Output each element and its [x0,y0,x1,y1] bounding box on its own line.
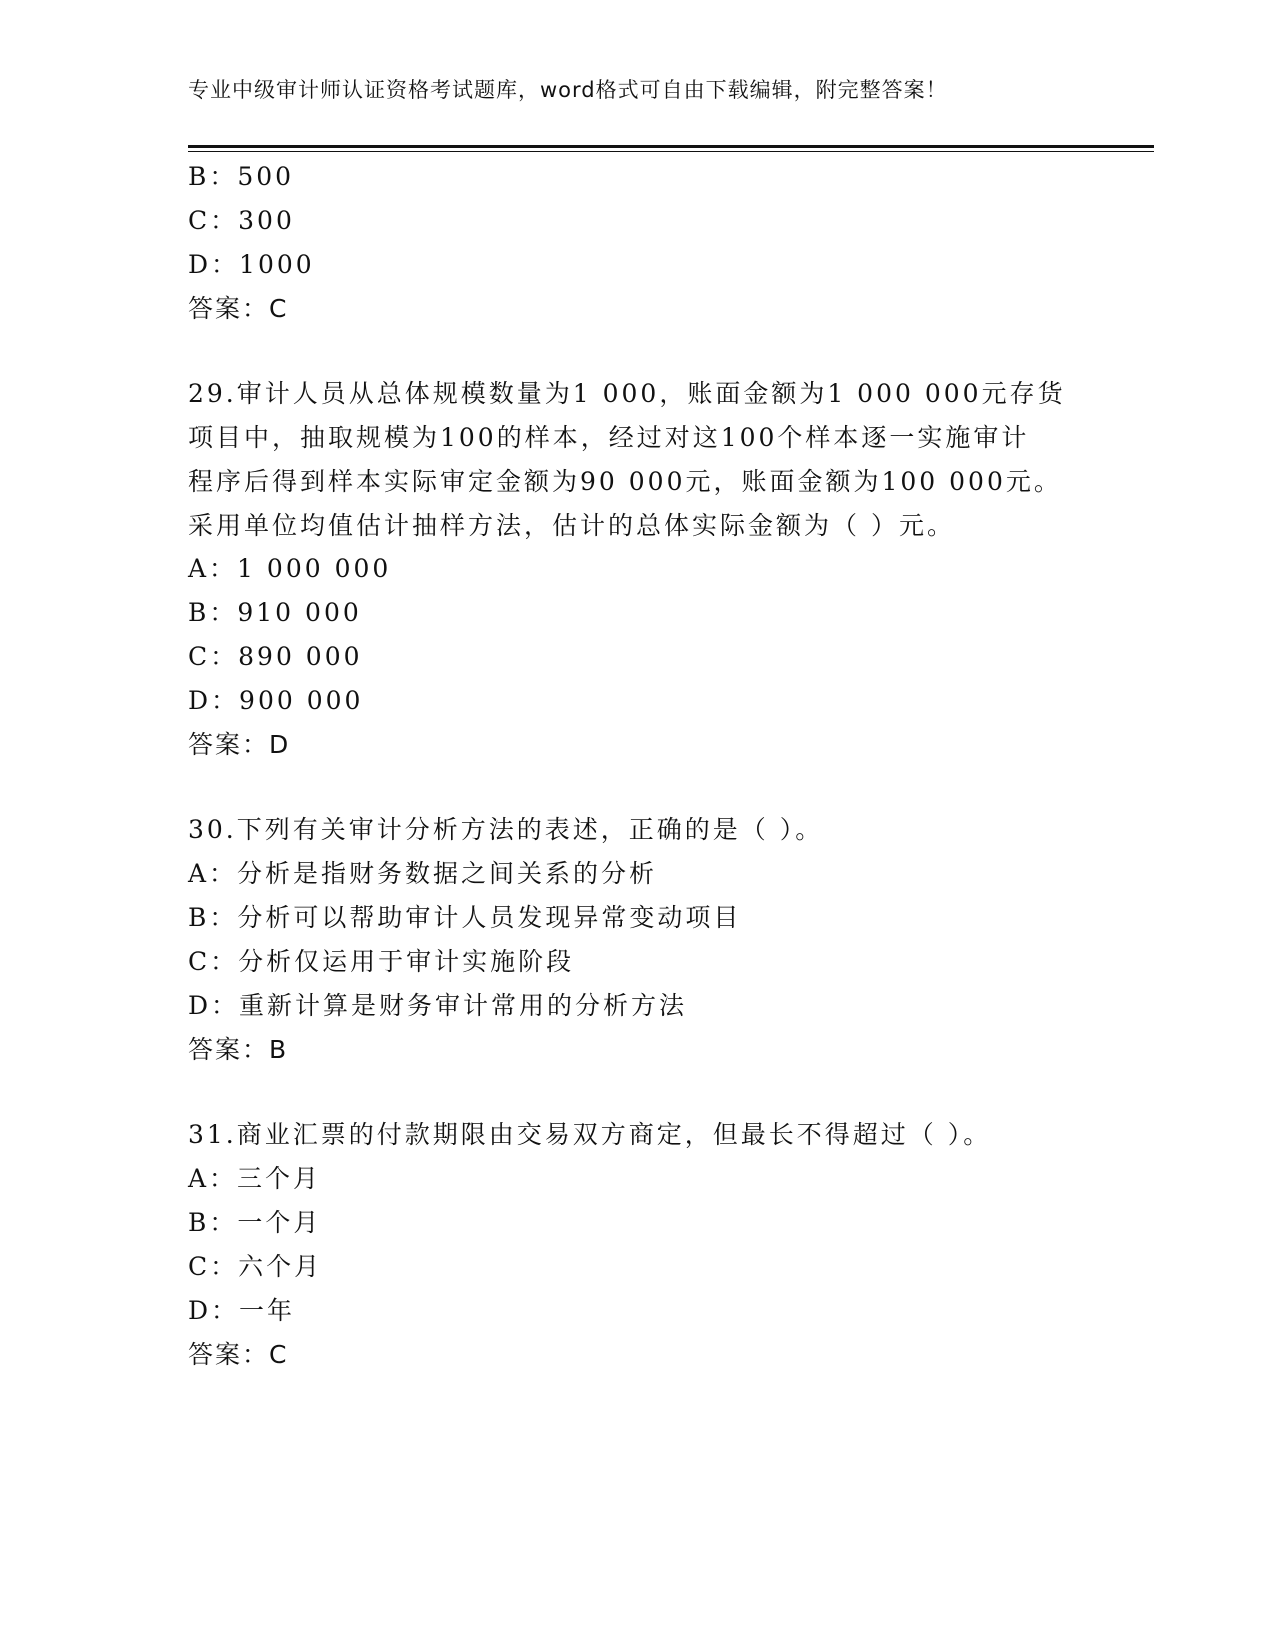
option-a: A：三个月 [188,1164,322,1193]
option-a: A：1 000 000 [188,554,392,583]
question-stem-line: 项目中，抽取规模为100的样本，经过对这100个样本逐一实施审计 [188,423,1030,452]
header-text: 专业中级审计师认证资格考试题库，word格式可自由下载编辑，附完整答案！ [188,78,948,102]
option-d: D：一年 [188,1296,296,1325]
question-stem-line: 29.审计人员从总体规模数量为1 000，账面金额为1 000 000元存货 [188,379,1066,408]
answer: 答案：D [188,730,291,759]
answer: 答案：B [188,1035,289,1064]
option-a: A：分析是指财务数据之间关系的分析 [188,859,658,888]
answer: 答案：C [188,1340,289,1369]
option-b: B：500 [188,162,295,191]
question-stem-line: 采用单位均值估计抽样方法，估计的总体实际金额为（ ）元。 [188,511,955,540]
option-c: C：300 [188,206,295,235]
question-stem-line: 程序后得到样本实际审定金额为90 000元，账面金额为100 000元。 [188,467,1062,496]
option-c: C：890 000 [188,642,363,671]
option-c: C：六个月 [188,1252,323,1281]
option-d: D：1000 [188,250,315,279]
option-d: D：900 000 [188,686,364,715]
answer: 答案：C [188,294,289,323]
option-b: B：910 000 [188,598,362,627]
option-b: B：分析可以帮助审计人员发现异常变动项目 [188,903,742,932]
option-c: C：分析仅运用于审计实施阶段 [188,947,575,976]
option-d: D：重新计算是财务审计常用的分析方法 [188,991,688,1020]
header-rule-thin [188,151,1154,152]
question-stem-line: 31.商业汇票的付款期限由交易双方商定，但最长不得超过（ ）。 [188,1120,992,1149]
question-stem-line: 30.下列有关审计分析方法的表述，正确的是（ ）。 [188,815,824,844]
option-b: B：一个月 [188,1208,322,1237]
header-rule-thick [188,145,1154,148]
